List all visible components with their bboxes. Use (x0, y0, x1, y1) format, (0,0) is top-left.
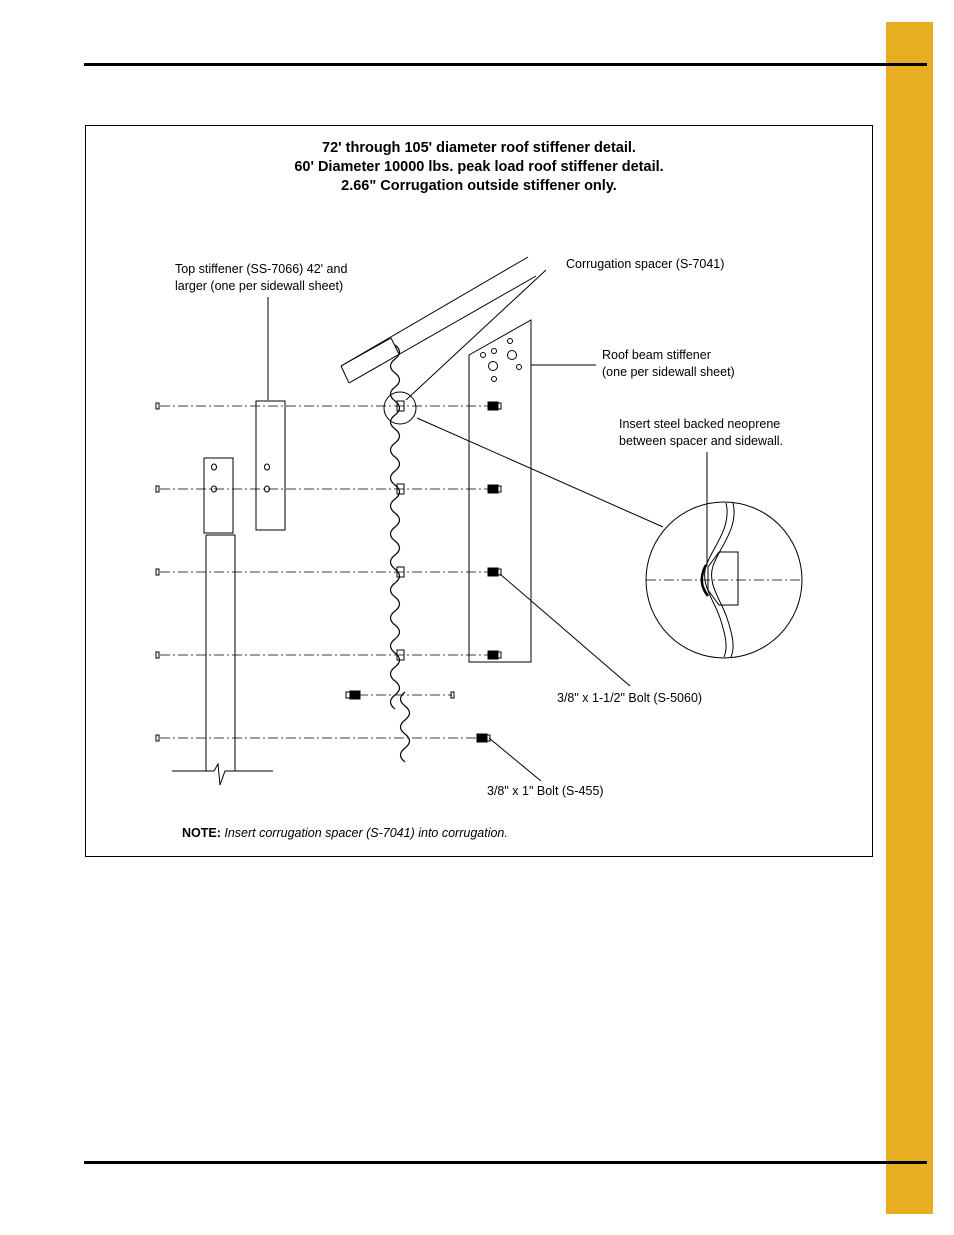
callout-neoprene (619, 416, 783, 450)
roof-beam-stiffener-plate (469, 320, 531, 662)
left-column (172, 458, 273, 785)
figure-note (182, 826, 508, 840)
callout-bolt-long: 3/8" x 1-1/2" Bolt (S-5060) (557, 691, 703, 705)
callout-top-stiffener-line-1: Top stiffener (SS-7066) 42' and (175, 262, 348, 276)
callout-bolt-short: 3/8" x 1" Bolt (S-455) (487, 784, 604, 798)
title-line-2: 60' Diameter 10000 lbs. peak load roof stiffener detail. (294, 159, 664, 175)
top-stiffener-bar (256, 401, 285, 530)
callout-roof-beam-line-1: Roof beam stiffener (602, 348, 711, 362)
bolt-nuts (346, 403, 501, 741)
title-line-1: 72' through 105' diameter roof stiffener detail. (322, 140, 636, 156)
callout-roof-beam-line-2: (one per sidewall sheet) (602, 365, 735, 379)
note-label: NOTE: (182, 826, 221, 840)
note-text: Insert corrugation spacer (S-7041) into corrugation. (224, 826, 508, 840)
callout-top-stiffener (175, 261, 347, 295)
callout-roof-beam-stiffener (602, 347, 735, 381)
roof-beam (341, 257, 536, 383)
sidewall-corrugation (391, 345, 410, 762)
callout-neoprene-line-2: between spacer and sidewall. (619, 434, 783, 448)
callout-corrugation-spacer: Corrugation spacer (S-7041) (566, 257, 725, 271)
detail-circle-large (646, 502, 802, 658)
bolt-centerlines (160, 406, 493, 738)
callout-neoprene-line-1: Insert steel backed neoprene (619, 417, 781, 431)
title-line-3: 2.66" Corrugation outside stiffener only. (341, 178, 617, 194)
callout-top-stiffener-line-2: larger (one per sidewall sheet) (175, 279, 344, 293)
